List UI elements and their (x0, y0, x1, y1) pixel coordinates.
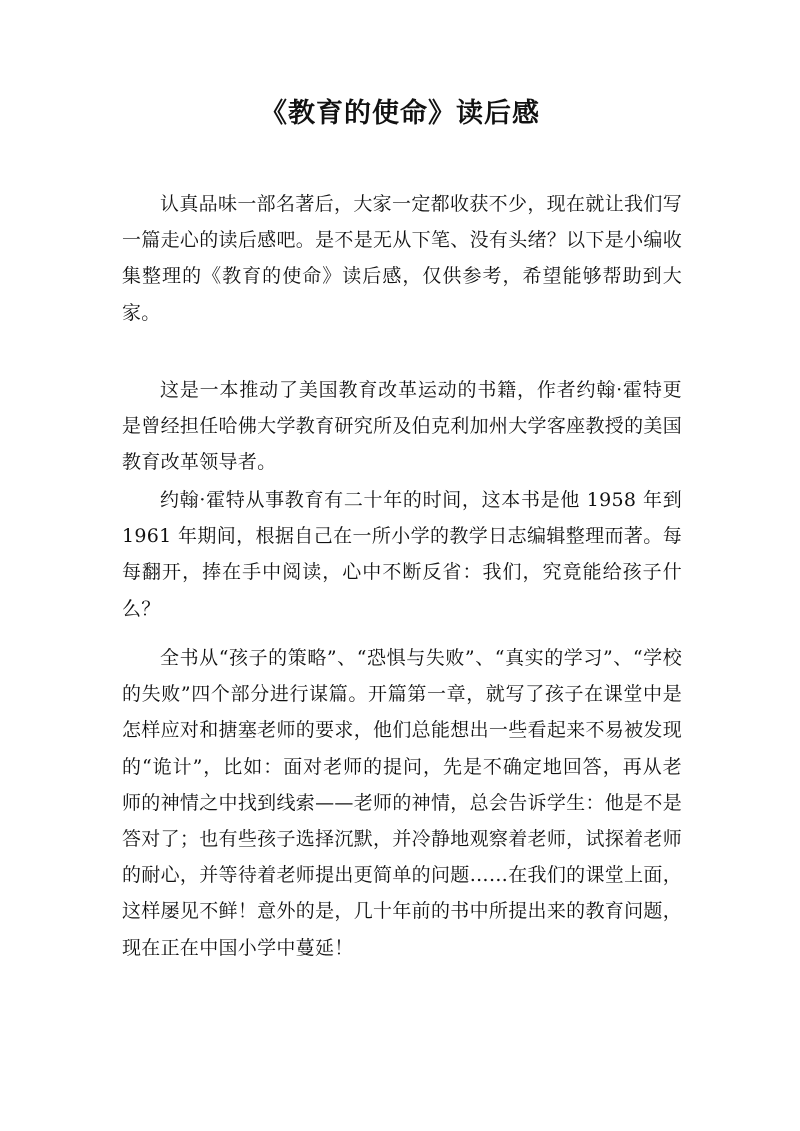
body-paragraph-3: 全书从“孩子的策略”、“恐惧与失败”、“真实的学习”、“学校的失败”四个部分进行谋篇。开篇第一章，就写了孩子在课堂中是怎样应对和搪塞老师的要求，他们总能想出一些看起来不易被发现的“诡计”，比如：面对老师的提问，先是不确定地回答，再从老师的神情之中找到线索——老师的神情，总会告诉学生：他是不是答对了；也有些孩子选择沉默，并冷静地观察着老师，试探着老师的耐心，并等待着老师提出更简单的问题……在我们的课堂上面，这样屡见不鲜！意外的是，几十年前的书中所提出来的教育问题，现在正在中国小学中蔓延！ (122, 647, 682, 959)
document-title: 《教育的使命》读后感 (260, 98, 540, 129)
body-paragraph-1: 这是一本推动了美国教育改革运动的书籍，作者约翰·霍特更是曾经担任哈佛大学教育研究所及伯克利加州大学客座教授的美国教育改革领导者。 (122, 379, 682, 474)
intro-paragraph: 认真品味一部名著后，大家一定都收获不少，现在就让我们写一篇走心的读后感吧。是不是无从下笔、没有头绪？以下是小编收集整理的《教育的使命》读后感，仅供参考，希望能够帮助到大家。 (122, 193, 682, 324)
body-paragraph-2: 约翰·霍特从事教育有二十年的时间，这本书是他 1958 年到 1961 年期间，根据自己在一所小学的教学日志编辑整理而著。每每翻开，捧在手中阅读，心中不断反省：我们，究竟能给孩子什么？ (122, 489, 682, 620)
